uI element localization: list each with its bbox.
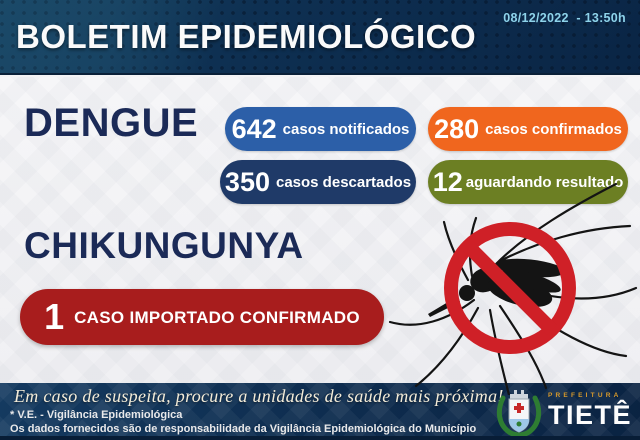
- stat-badge-descartados: [220, 160, 416, 204]
- main-content: [0, 77, 640, 383]
- stat-badge-confirmados: [428, 107, 628, 151]
- stat-value: 642: [231, 113, 277, 144]
- logo-title: TIETÊ: [547, 399, 632, 430]
- header-datetime: 08/12/2022 - 13:50h: [503, 11, 626, 25]
- stat-badge-notificados: [225, 107, 416, 151]
- stat-label: casos notificados: [282, 120, 410, 138]
- logo-pretitle: PREFEITURA: [547, 392, 622, 400]
- tiete-crest-icon: [495, 386, 543, 436]
- stat-badge-caso-importado: [20, 289, 384, 345]
- dengue-heading: DENGUE: [24, 101, 199, 145]
- footer-bar: [0, 383, 640, 440]
- stat-value: 280: [434, 113, 480, 144]
- chikungunya-heading: CHIKUNGUNYA: [24, 225, 304, 266]
- header-bar: [0, 0, 640, 75]
- footer-notice: Em caso de suspeita, procure a unidades de saúde mais próxima!: [14, 386, 504, 406]
- footer-note-ve: * V.E. - Vigilância Epidemiológica: [10, 409, 183, 421]
- stat-value: 1: [44, 296, 65, 337]
- stat-label: aguardando resultado: [465, 173, 624, 191]
- footer-note-disclaimer: Os dados fornecidos são de responsabilidade da Vigilância Epidemiológica do Município: [10, 423, 477, 435]
- stat-badge-aguardando: [428, 160, 628, 204]
- stat-value: 12: [432, 166, 463, 197]
- stat-label: CASO IMPORTADO CONFIRMADO: [74, 307, 360, 327]
- page-title: BOLETIM EPIDEMIOLÓGICO: [16, 18, 477, 55]
- stat-label: casos descartados: [275, 173, 412, 191]
- city-hall-logo: [495, 386, 632, 436]
- logo-text: [548, 393, 632, 429]
- stat-label: casos confirmados: [485, 120, 622, 138]
- stat-value: 350: [224, 166, 270, 197]
